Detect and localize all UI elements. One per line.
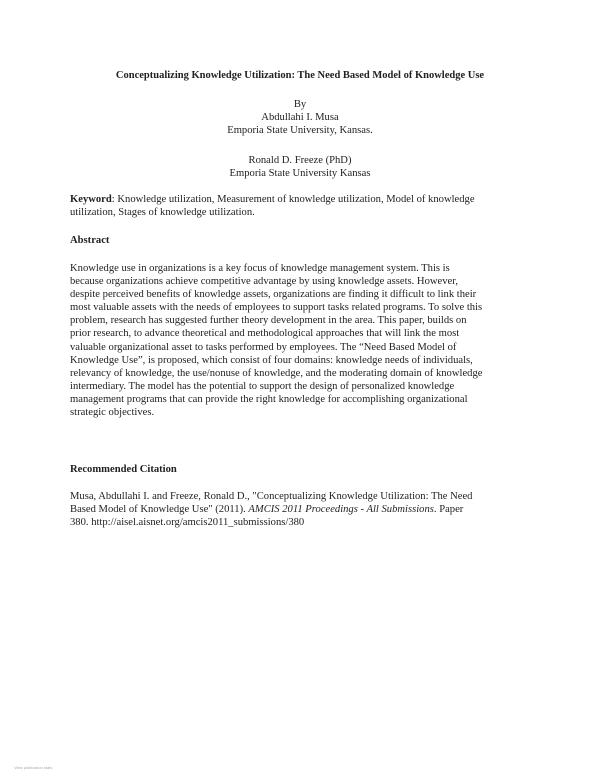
keyword-label: Keyword — [70, 194, 112, 205]
abstract-line: strategic objectives. — [70, 407, 155, 419]
citation-heading: Recommended Citation — [70, 464, 177, 475]
abstract-line: because organizations achieve competitive advantage by using knowledge assets. However, — [70, 276, 458, 288]
author-2-name: Ronald D. Freeze (PhD) — [248, 155, 352, 166]
citation-url[interactable]: 380. http://aisel.aisnet.org/amcis2011_submissions/380 — [70, 517, 305, 529]
abstract-line: Knowledge Use”, is proposed, which consist of four domains: knowledge needs of individuals, — [70, 354, 473, 366]
author-1-name: Abdullahi I. Musa — [261, 112, 339, 123]
keyword-text-line-1: : Knowledge utilization, Measurement of knowledge utilization, Model of knowledge — [111, 194, 475, 205]
author-2-affiliation: Emporia State University Kansas — [229, 168, 371, 179]
citation-line-1: Musa, Abdullahi I. and Freeze, Ronald D., "Conceptualizing Knowledge Utilization: The Need — [70, 491, 473, 502]
citation-line-2-pre: Based Model of Knowledge Use" (2011). — [70, 504, 249, 516]
by-line: By — [293, 99, 307, 110]
keywords-section — [70, 193, 540, 219]
abstract-line: problem, research has suggested further theory development in the area. This paper, builds on — [70, 315, 467, 327]
abstract-line: Knowledge use in organizations is a key focus of knowledge management system. This is — [70, 263, 450, 274]
author-block-2 — [0, 154, 600, 180]
citation-proceedings-link[interactable]: AMCIS 2011 Proceedings - All Submissions — [248, 504, 434, 516]
abstract-body — [70, 262, 540, 419]
abstract-heading: Abstract — [70, 235, 110, 246]
citation-line-2 — [70, 503, 540, 516]
abstract-line: valuable organizational asset to tasks performed by employees. The “Need Based Model of — [70, 341, 457, 353]
citation-line-2-post: . Paper — [433, 504, 464, 516]
abstract-line: despite perceived benefits of knowledge assets, organizations are finding it difficult to link their — [70, 289, 477, 301]
abstract-line: most valuable assets with the needs of employees to support tasks related programs. To solve this — [70, 302, 483, 314]
author-block-1 — [0, 111, 600, 137]
abstract-line: intermediary. The model has the potential to support the design of personalized knowledge — [70, 380, 455, 392]
abstract-line: prior research, to advance theoretical and methodological approaches that will link the most — [70, 328, 460, 340]
view-publication-stats-link[interactable]: View publication stats — [14, 765, 53, 770]
paper-title: Conceptualizing Knowledge Utilization: The Need Based Model of Knowledge Use — [115, 70, 485, 81]
author-1-affiliation: Emporia State University, Kansas. — [227, 125, 373, 136]
keyword-text-line-2: utilization, Stages of knowledge utilization. — [70, 207, 255, 218]
abstract-line: relevancy of knowledge, the use/nonuse of knowledge, and the moderating domain of knowledge — [70, 367, 483, 379]
abstract-line: management programs that can provide the right knowledge for accomplishing organizational — [70, 393, 468, 405]
citation-body — [70, 490, 540, 529]
